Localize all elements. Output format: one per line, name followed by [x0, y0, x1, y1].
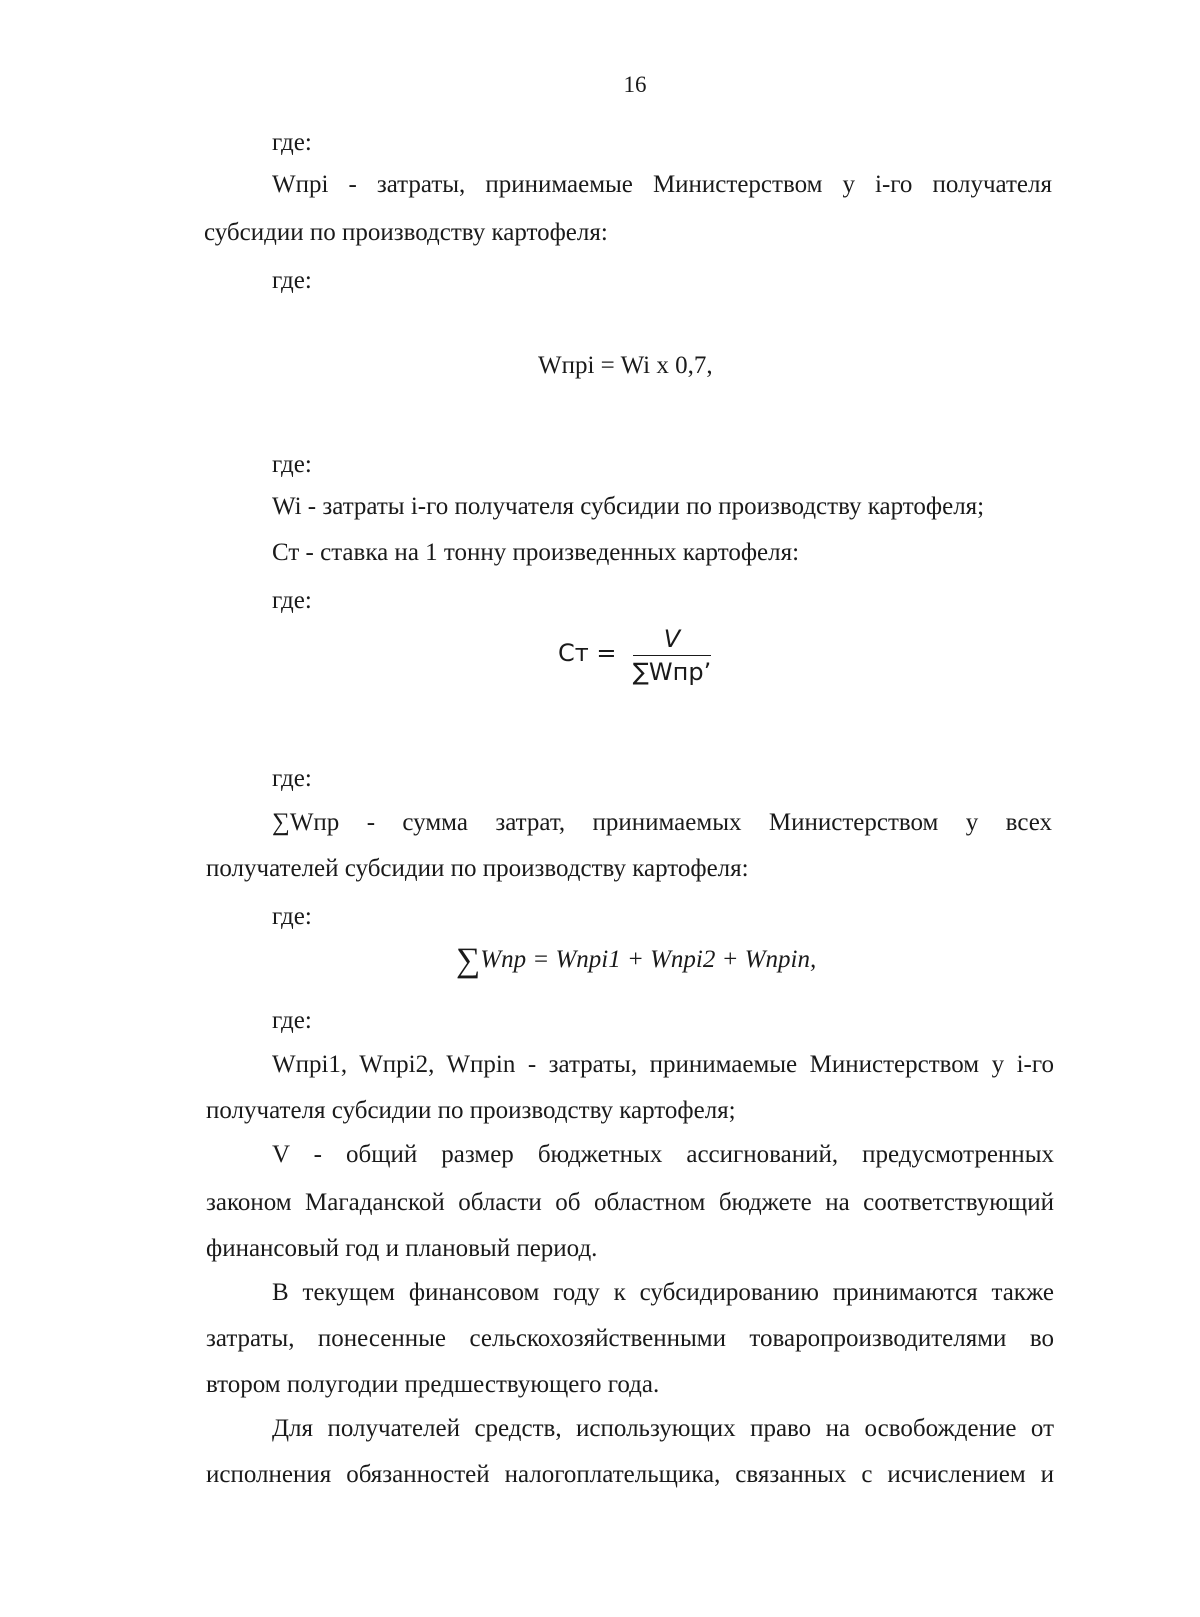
formula-sum-expression: Wnp = Wnpi1 + Wnpi2 + Wnpin, [480, 946, 817, 973]
formula-sum-symbol: ∑ [456, 942, 481, 979]
wpri-definition-line-2: субсидии по производству картофеля: [204, 219, 608, 246]
formula-ct-lhs: Ст = [558, 639, 617, 668]
formula-ct-denominator: ∑Wпр’ [632, 658, 712, 686]
v-definition-line-3: финансовый год и плановый период. [206, 1235, 598, 1262]
paragraph-2-line-1: Для получателей средств, использующих право на освобождение от [272, 1415, 1054, 1442]
where-label-2: где: [272, 267, 312, 294]
sum-definition-line-2: получателей субсидии по производству картофеля: [206, 855, 749, 882]
wpri-list-line-2: получателя субсидии по производству картофеля; [206, 1097, 736, 1124]
wpri-definition-line-1: Wпрi - затраты, принимаемые Министерством у i-го получателя [272, 171, 1052, 198]
formula-ct [558, 625, 711, 686]
paragraph-2-line-2: исполнения обязанностей налогоплательщика, связанных с исчислением и [206, 1461, 1054, 1488]
formula-sum [456, 942, 816, 980]
where-label-1: где: [272, 129, 312, 156]
where-label-4: где: [272, 587, 312, 614]
page-number: 16 [623, 72, 647, 97]
sum-definition-line-1: ∑Wпр - сумма затрат, принимаемых Министерством у всех [272, 809, 1052, 836]
v-definition-line-2: законом Магаданской области об областном бюджете на соответствующий [206, 1189, 1054, 1216]
formula-wpri: Wпрi = Wi x 0,7, [538, 352, 713, 379]
paragraph-1-line-3: втором полугодии предшествующего года. [206, 1371, 660, 1398]
where-label-5: где: [272, 765, 312, 792]
v-definition-line-1: V - общий размер бюджетных ассигнований, предусмотренных [272, 1141, 1054, 1168]
formula-ct-fraction [633, 625, 711, 686]
paragraph-1-line-2: затраты, понесенные сельскохозяйственными товаропроизводителями во [206, 1325, 1054, 1352]
paragraph-1-line-1: В текущем финансовом году к субсидированию принимаются также [272, 1279, 1054, 1306]
where-label-7: где: [272, 1007, 312, 1034]
where-label-3: где: [272, 451, 312, 478]
formula-ct-numerator: V [633, 625, 711, 656]
wpri-list-line-1: Wпрi1, Wпрi2, Wпрin - затраты, принимаемые Министерством у i-го [272, 1051, 1054, 1078]
wi-definition: Wi - затраты i-го получателя субсидии по производству картофеля; [272, 493, 985, 520]
where-label-6: где: [272, 903, 312, 930]
ct-definition: Ст - ставка на 1 тонну произведенных картофеля: [272, 539, 800, 566]
